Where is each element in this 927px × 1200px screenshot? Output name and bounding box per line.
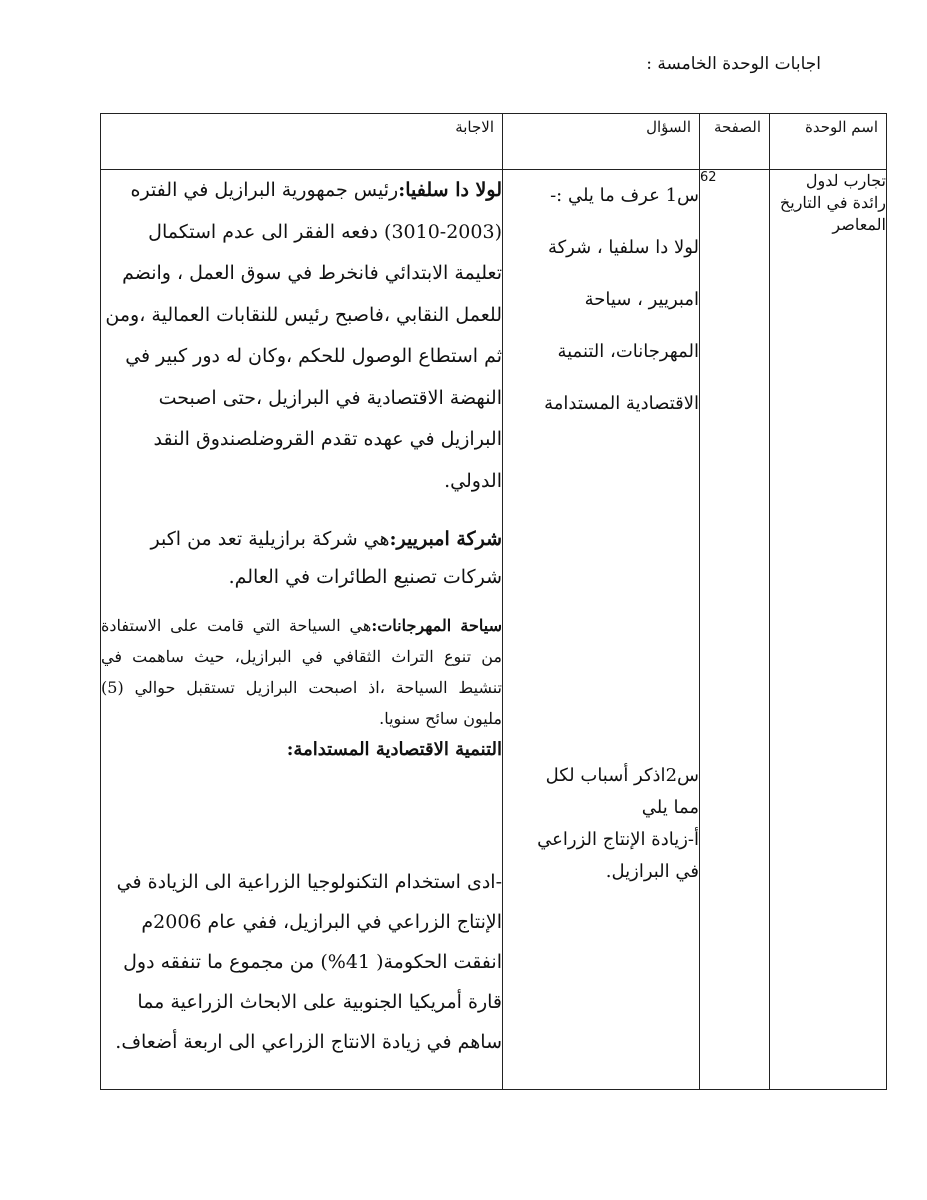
answer-agriculture: -ادى استخدام التكنولوجيا الزراعية الى الزيادة في الإنتاج الزراعي في البرازيل، ففي عام 2006م انفقت الحكومة( 41%) من مجموع ما تنفقه دول قارة أمريكيا الجنوبية على الابحاث الزراعية مما ساهم في زيادة الانتاج الزراعي الى اربعة أضعاف. [115, 871, 502, 1053]
term-festival-tourism: سياحة المهرجانات: [371, 616, 503, 635]
page-heading: اجابات الوحدة الخامسة : [646, 54, 821, 74]
header-answer: الاجابة [101, 114, 503, 170]
question-1-line: الاقتصادية المستدامة [544, 393, 699, 414]
table-row [101, 170, 887, 1090]
question-1 [503, 170, 699, 430]
question-2-line: مما يلي [641, 797, 699, 818]
table-header-row [101, 114, 887, 170]
page-number-cell: 62 [700, 170, 770, 1090]
answers-table [100, 113, 887, 1090]
definition-embraer: هي شركة برازيلية تعد من اكبر شركات تصنيع الطائرات في العالم. [150, 528, 502, 588]
question-1-line: س1 عرف ما يلي :- [550, 185, 699, 206]
answer-lula [101, 170, 502, 502]
answer-embraer [101, 520, 502, 596]
answer-festival-tourism [101, 610, 502, 734]
question-2 [503, 760, 699, 888]
term-embraer: شركة امبريير: [389, 528, 502, 550]
term-lula: لولا دا سلفيا: [398, 179, 502, 201]
term-sustainable-development: التنمية الاقتصادية المستدامة: [286, 739, 502, 760]
header-question: السؤال [503, 114, 700, 170]
unit-name-cell: تجارب لدول رائدة في التاريخ المعاصر [770, 170, 887, 1090]
answer-cell [101, 170, 503, 1090]
header-page: الصفحة [700, 114, 770, 170]
question-cell [503, 170, 700, 1090]
question-1-line: امبريير ، سياحة [584, 289, 699, 310]
answer-sustainable-development [101, 734, 502, 766]
question-2-line: في البرازيل. [605, 861, 699, 882]
question-1-line: المهرجانات، التنمية [557, 341, 699, 362]
question-2-line: أ-زيادة الإنتاج الزراعي [537, 829, 699, 850]
header-unit: اسم الوحدة [770, 114, 887, 170]
definition-lula: رئيس جمهورية البرازيل في الفتره (2003-3010) دفعه الفقر الى عدم استكمال تعليمة الابتدائي فانخرط في سوق العمل ، وانضم للعمل النقابي ،فاصبح رئيس للنقابات العمالية ،ومن ثم استطاع الوصول للحكم ،وكان له دور كبير في النهضة الاقتصادية في البرازيل ،حتى اصبحت البرازيل في عهده تقدم القروضلصندوق النقد الدولي. [105, 179, 502, 492]
definition-festival-tourism: هي السياحة التي قامت على الاستفادة من تنوع التراث الثقافي في البرازيل، حيث ساهمت في تنشيط السياحة ،اذ اصبحت البرازيل تستقبل حوالي (5) مليون سائح سنويا. [101, 616, 502, 728]
question-1-line: لولا دا سلفيا ، شركة [547, 237, 699, 258]
question-2-line: س2اذكر أسباب لكل [545, 765, 699, 786]
